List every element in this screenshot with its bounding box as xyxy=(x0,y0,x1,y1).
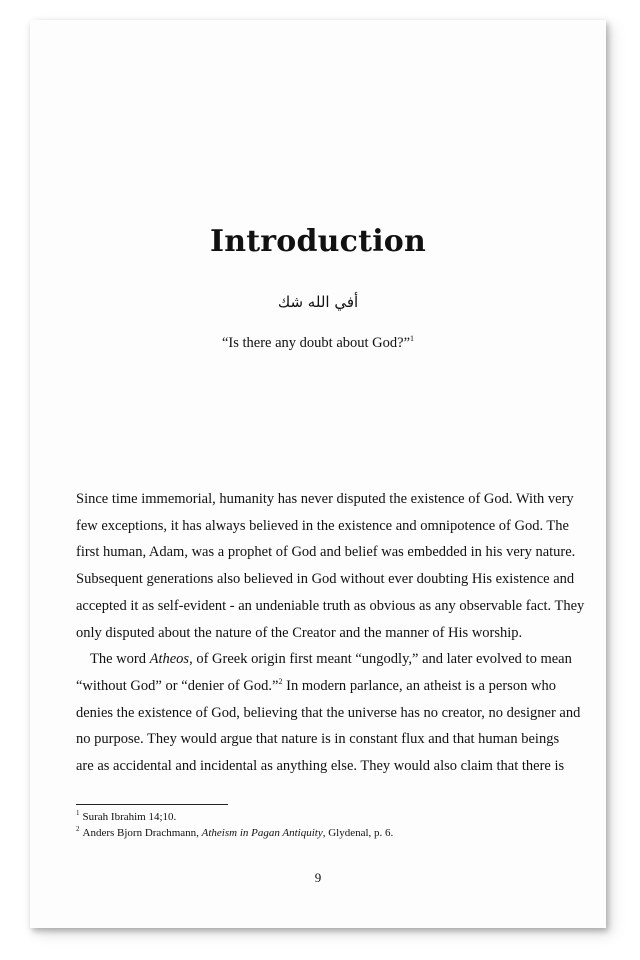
text-run: , of Greek origin first meant “ungodly,” and later evolved to mean xyxy=(189,651,572,668)
footnote-text: Anders Bjorn Drachmann, xyxy=(82,827,202,839)
paragraph-line: few exceptions, it has always believed in the existence and omnipotence of God. The xyxy=(76,517,569,534)
page-title: Introduction xyxy=(209,224,427,259)
footnote-2 xyxy=(76,825,393,841)
paragraph-line xyxy=(76,673,556,700)
footnote-text: Surah Ibrahim 14;10. xyxy=(82,811,177,823)
footnote-divider xyxy=(76,804,228,805)
paragraph-line: no purpose. They would argue that nature is in constant flux and that human beings xyxy=(76,731,560,748)
paragraph-line: denies the existence of God, believing that the universe has no creator, no designer and xyxy=(76,704,581,721)
quote-text: “Is there any doubt about God?” xyxy=(221,335,411,351)
footnote-number: 2 xyxy=(76,825,80,834)
paragraph-line: are as accidental and incidental as anything else. They would also claim that there is xyxy=(76,758,565,775)
text-run: “without God” or “denier of God.” xyxy=(76,677,279,694)
paragraph-line: Subsequent generations also believed in God without ever doubting His existence and xyxy=(76,571,575,588)
page-number: 9 xyxy=(314,870,322,885)
paragraph-line: accepted it as self-evident - an undeniable truth as obvious as any observable fact. They xyxy=(76,597,585,614)
paragraph-line: first human, Adam, was a prophet of God and belief was embedded in his very nature. xyxy=(76,544,576,561)
book-page xyxy=(30,20,606,928)
paragraph-line xyxy=(76,646,572,673)
paragraph-line: Since time immemorial, humanity has never disputed the existence of God. With very xyxy=(76,491,574,507)
arabic-verse: أفي الله شك xyxy=(277,293,359,311)
text-run: The word xyxy=(90,651,150,668)
book-title: Atheism in Pagan Antiquity xyxy=(201,827,323,839)
footnotes xyxy=(76,809,393,841)
footnote-1 xyxy=(76,809,393,825)
text-run: In modern parlance, an atheist is a person who xyxy=(282,677,556,694)
verse-translation xyxy=(30,335,606,352)
body-text xyxy=(76,486,585,780)
paragraph-line: only disputed about the nature of the Creator and the manner of His worship. xyxy=(76,624,523,641)
footnote-ref-1[interactable]: 1 xyxy=(410,334,415,344)
footnote-text: , Glydenal, p. 6. xyxy=(322,827,394,839)
italic-term: Atheos xyxy=(149,651,190,668)
footnote-ref-2[interactable]: 2 xyxy=(278,677,283,687)
footnote-number: 1 xyxy=(76,809,80,818)
